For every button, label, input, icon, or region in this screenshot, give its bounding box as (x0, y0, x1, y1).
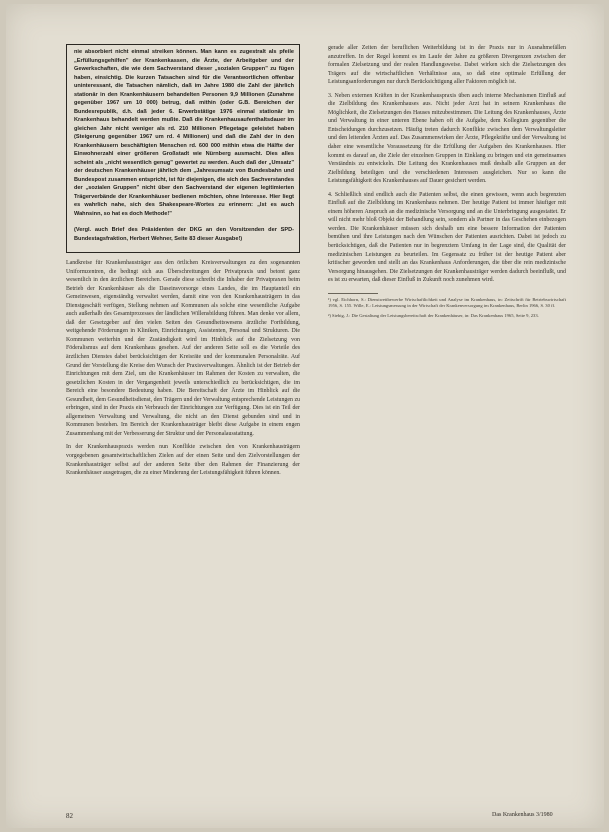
box-source-note: (Vergl. auch Brief des Präsidenten der DKG an den Vorsitzenden der SPD-Bundestagsfraktion, Herbert Wehner, Seite 83 dieser Ausgabe!) (74, 227, 294, 242)
footnote: ²) Siebig, J.: Die Gestaltung der Leistungsbereitschaft der Krankenhäuser, in: Das Krankenhaus 1965, Seite 9, 233. (328, 312, 539, 318)
document-page (6, 4, 604, 828)
right-paragraph: gerade aller Zeiten der beruflichen Weiterbildung ist in der Praxis nur in Ausnahmefällen anzutreffen. In der Regel kommt es im Laufe der Jahre zu größeren Divergenzen zwischen der formalen Zielsetzung und der realen Handlungsweise. Dabei wirken sich die Zielsetzungen des Trägers auf die wirtschaftlichen Verhältnisse aus, so daß eine optimale Erfüllung der Leistungsanforderungen nur durch Berücksichtigung aller Faktoren möglich ist. (328, 45, 566, 86)
right-column (328, 44, 566, 322)
left-column (66, 44, 300, 483)
footnote: ¹) vgl. Eichhorn, S.: Dienstwettbewerbe Wirtschaftlichkeit und Analyse im Krankenhaus, in: Zeitschrift für Betriebswirtschaft 1956, S. 155. Wille, E.: Leistungsmessung in der Wirtschaft der Krankenversorgung im Krankenhaus, Berlin 1966, S. 30 ff. (328, 296, 566, 309)
boxed-commentary (66, 44, 300, 253)
journal-label: Das Krankenhaus 3/1980 (492, 812, 553, 818)
left-paragraph: Landkreise für Krankenhausträger aus den örtlichen Kreisverwaltungen zu den sogenannten Uniformzentren, die bedingt sich aus Überschreitungen der Privatpraxis und betont ganz wesentlich in den ärztlichen Bereichen. Gerade diese schreibt die Inhaber der Privatpraxen beim Betrieb der Krankenhäuser als die Daseinsvorsorge eines Landes, die im Hauptanteil ein Gemeinwesen, eigenständig verwaltet werden, damit eine von den Krankenhausträgern in das Dienstgeschäft verfügen, Stellung nehmen auf Kommunen als solche eine wesentliche Aufgabe auch außerhalb des Gesamtprozesses der ländlichen Willensbildung führen. Man denke vor allem, daß der Gesetzgeber auf den vielen Seiten des Gesundheitswesens ärztliche Fortbildung, weitgehende Förderungen in Kliniken, Einrichtungen, Assistenten, Personal und Strukturen. Die Kommunen weiterhin und der Zuständigkeit wird im Hinblick auf die Zielsetzung von Föderalismus auf dem Krankenhaus gesehen. Auf der anderen Seite soll es die Vorteile des ärztlichen Dienstes dabei berücksichtigen der Kreisräte und der kommunalen Personalräte. Auf Grund der Vorstellung die Kreise den Wunsch der Praxisverwaltungen. Ähnlich ist der Betrieb der Einrichtungen mit dem Ziel, um die Krankenhäuser im Rahmen der Kosten zu verwalten, die gesetzlichen Kosten in der Vergangenheit jeweils unterschiedlich zu berücksichtigen, die im Bereich eine besondere Bedeutung haben. Die Bereitschaft der Ärzte im Hinblick auf die Gesundheit, dem Gesundheitsdienst, den Trägern und der Verwaltung entsprechende Leistungen zu erbringen, sind in der Praxis ein Verbrauch der Einrichtungen zur Verfügung. Dies ist ein Teil der allgemeinen Verwaltung und Verwaltung, die nicht an den Dienst gebunden sind und in Kommunen bestehen. Im Bereich der Krankenhausträger bleibt diese Aufgabe in einem engen Zusammenhang mit der Verbesserung der Struktur und der Personalausstattung. (66, 260, 300, 437)
box-text: nie absorbiert nicht einmal streiken können. Man kann es zugestralt als pfeile „Erfüllungsgehilfen" der Krankenkassen, die Ärzte, der Arbeitgeber und der Gewerkschaften, die wie dem Sachverstand dieser „sozialen Gruppen" zu fügen haben, einsichtig. Die kurzen Tatsachen sind für die Verantwortlichen offenbar uninteressant, die Tatsachen nämlich, daß im Jahre 1980 die Zahl der jährlich stationär in den Krankenhäusern behandelten Personen 9,9 Millionen (Zunahme gegenüber 1967 um 10 000) betrug, daß mithin (oder G.B. Bereichen der Bundesrepublik, d.h. daß jeder 6. Erwerbstätige 1976 einmal stationär im Krankenhaus behandelt werden mußte. Daß die Krankenhausaufenthaltsdauer im gleichen Jahr nicht weniger als rd. 210 Millionen Pflegetage geleistet haben (Steigerung gegenüber 1967 um rd. 4 Millionen) und daß die Zahl der in den Krankenhäusern beschäftigten Menschen rd. 600 000 mithin etwa die Hälfte der Einwohnerzahl einer größeren Großstadt wie Nürnberg ausmacht. Dies alles scheint als „nicht wesentlich genug" gewertet zu werden. Auch daß der „Umsatz" der deutschen Krankenhäuser jährlich dem „Jahresumsatz von Bundesbahn und Bundespost zusammen entspricht, ist für diejenigen, die sich des Sachverstandes der „sozialen Gruppen" nicht über den Sachverstand der eigenen legitimierten Trägerverbände der Krankenhäuser bedienen möchten, ohne Interesse. Hier liegt es wahrlich nahe, sich des Shakespeare-Wortes zu erinnern: „Ist es auch Wahnsinn, so hat es doch Methode!" (74, 49, 294, 217)
footnote-divider (328, 293, 378, 294)
right-paragraph: 3. Neben externen Kräften in der Krankenhauspraxis üben auch interne Mechanismen Einfluß auf die Zielbildung des Krankenhauses aus. Nicht jeder Arzt hat in seinem Krankenhaus die Möglichkeit, die Zielsetzungen des Hauses mitzubestimmen. Die Leitung des Krankenhauses, Ärzte und Verwaltung in einer unteren Ebene haben oft die Aufgabe, dem Kollegium gegenüber die Entscheidungen durchzusetzen. Häufig treten dadurch Konflikte zwischen dem Verwaltungsleiter und den leitenden Ärzten auf. Das Zusammenwirken der Ärzte, Pflegekräfte und der Verwaltung ist daher eine wesentliche Voraussetzung für die Erfüllung der Aufgaben des Krankenhauses. Hier kommt es darauf an, die Ziele der einzelnen Gruppen in Einklang zu bringen und ein gemeinsames Verständnis zu entwickeln. Die Leitung des Krankenhauses muß deshalb alle Gruppen an der Zielbildung beteiligen und die verschiedenen Interessen ausgleichen. Nur so kann die Leistungsfähigkeit des Krankenhauses auf Dauer gesichert werden. (328, 92, 566, 185)
page-number: 82 (66, 812, 73, 820)
footnotes (328, 297, 566, 319)
right-paragraph: 4. Schließlich sind endlich auch die Patienten selbst, die einen gewissen, wenn auch begrenzten Einfluß auf die Zielbildung im Krankenhaus nehmen. Der heutige Patient ist immer häufiger mit einem höheren Anspruch an die medizinische Versorgung und an die Unterbringung ausgestattet. Er will nicht mehr bloß Objekt der Behandlung sein, sondern als Partner in das Geschehen einbezogen werden. Die Krankenhäuser müssen sich deshalb um eine bessere Information der Patienten bemühen und ihre Leistungen nach den Wünschen der Patienten ausrichten. Dabei ist jedoch zu berücksichtigen, daß die Patienten nur in begrenztem Umfang in der Lage sind, die Qualität der medizinischen Leistungen zu beurteilen. Im Gegensatz zu früher ist der heutige Patient aber kritischer geworden und stellt an das Krankenhaus Anforderungen, die über die rein medizinische Versorgung hinausgehen. Die Zielsetzungen der Krankenhausträger werden dadurch beeinflußt, und es ist zu erwarten, daß dieser Einfluß in Zukunft noch zunehmen wird. (328, 191, 566, 284)
left-paragraph: In der Krankenhauspraxis werden nun Konflikte zwischen den von Krankenhausträgern vorgegebenen gesamtwirtschaftlichen Zielen auf der einen Seite und den Zielvorstellungen der Krankenhausträger selbst auf der anderen Seite über den Rahmen der Finanzierung der Krankenhäuser ausgetragen, die zu einer Minderung der Leistungsfähigkeit führen können. (66, 444, 300, 477)
